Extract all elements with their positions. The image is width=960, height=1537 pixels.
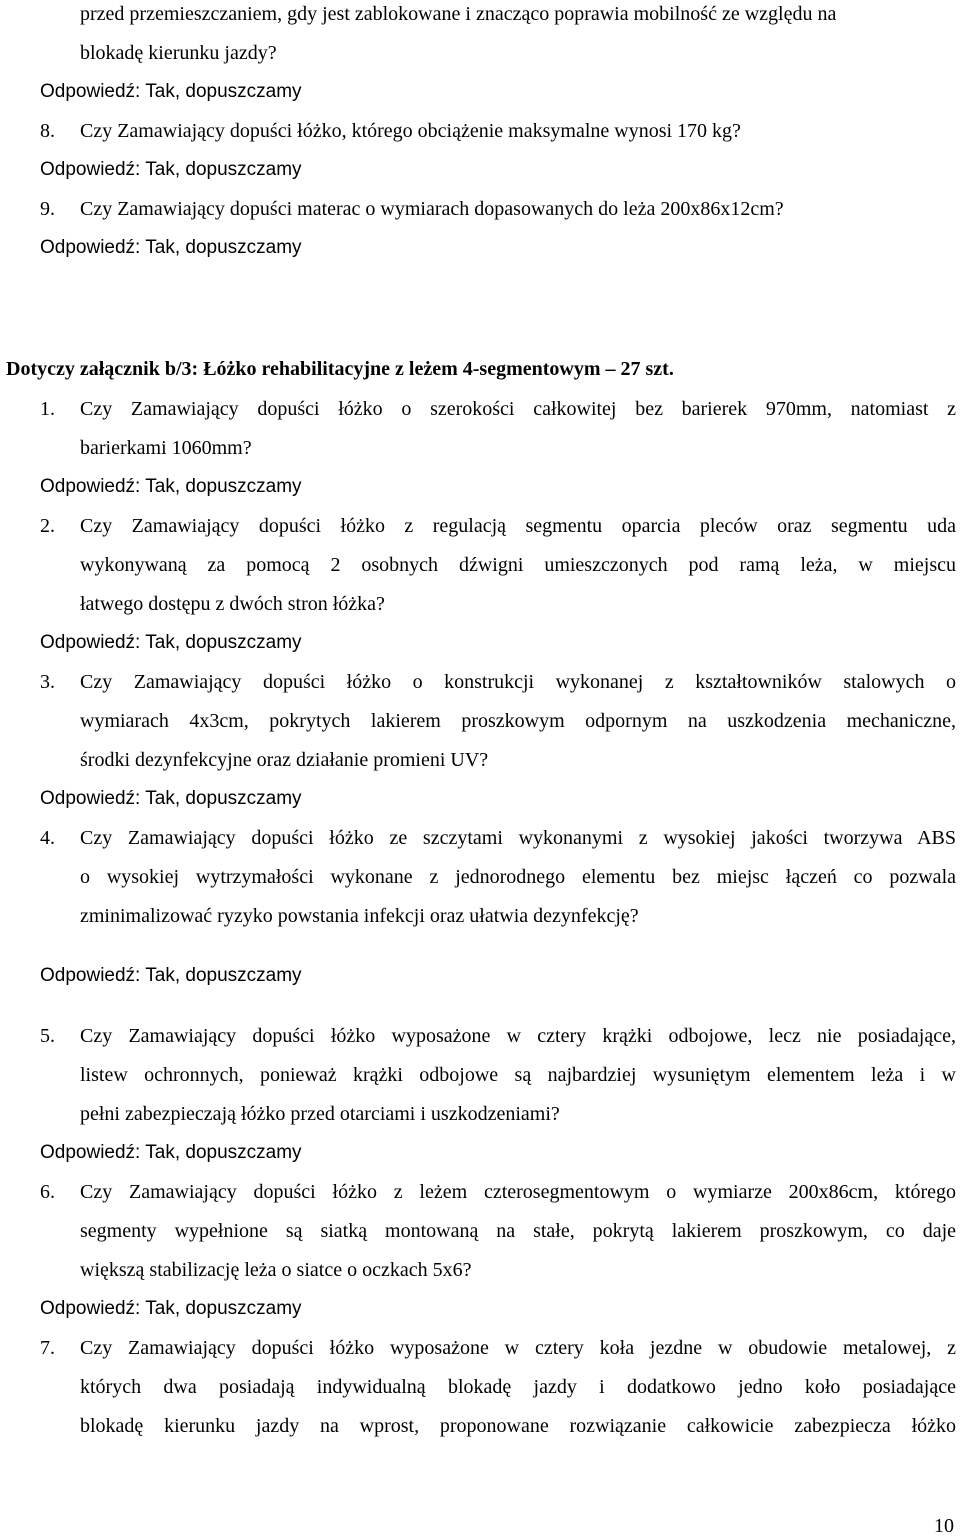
answer-line: Odpowiedź: Tak, dopuszczamy [40, 1298, 302, 1319]
question-text-line: środki dezynfekcyjne oraz działanie promieni UV? [80, 749, 489, 771]
question-text-line: pełni zabezpieczają łóżko przed otarciami i uszkodzeniami? [80, 1103, 560, 1125]
question-text-line: segmenty wypełnione są siatką montowaną na stałe, pokrytą lakierem proszkowym, co daje [80, 1220, 956, 1242]
question-text-line: zminimalizować ryzyko powstania infekcji oraz ułatwia dezynfekcję? [80, 905, 639, 927]
question-text-line: wykonywaną za pomocą 2 osobnych dźwigni umieszczonych pod ramą leża, w miejscu [80, 554, 956, 576]
answer-line: Odpowiedź: Tak, dopuszczamy [40, 159, 302, 180]
question-text-line: Czy Zamawiający dopuści łóżko z regulacją segmentu oparcia pleców oraz segmentu uda [80, 515, 956, 537]
question-number: 3. [40, 671, 55, 693]
section-heading: Dotyczy załącznik b/3: Łóżko rehabilitacyjne z leżem 4-segmentowym – 27 szt. [6, 358, 674, 380]
question-text-line: Czy Zamawiający dopuści łóżko wyposażone w cztery koła jezdne w obudowie metalowej, z [80, 1337, 956, 1359]
question-number: 6. [40, 1181, 55, 1203]
continued-text-line: przed przemieszczaniem, gdy jest zablokowane i znacząco poprawia mobilność ze względu na [80, 3, 837, 25]
answer-line: Odpowiedź: Tak, dopuszczamy [40, 788, 302, 809]
question-text: Czy Zamawiający dopuści materac o wymiarach dopasowanych do leża 200x86x12cm? [80, 198, 784, 220]
question-number: 4. [40, 827, 55, 849]
question-number: 7. [40, 1337, 55, 1359]
question-text-line: których dwa posiadają indywidualną blokadę jazdy i dodatkowo jedno koło posiadające [80, 1376, 956, 1398]
question-number: 8. [40, 120, 55, 142]
question-number: 1. [40, 398, 55, 420]
question-text-line: Czy Zamawiający dopuści łóżko o szerokości całkowitej bez barierek 970mm, natomiast z [80, 398, 956, 420]
question-text-line: listew ochronnych, ponieważ krążki odbojowe są najbardziej wysuniętym elementem leża i w [80, 1064, 956, 1086]
continued-text-line: blokadę kierunku jazdy? [80, 42, 277, 64]
answer-line: Odpowiedź: Tak, dopuszczamy [40, 81, 302, 102]
question-number: 5. [40, 1025, 55, 1047]
answer-line: Odpowiedź: Tak, dopuszczamy [40, 965, 302, 986]
question-text: Czy Zamawiający dopuści łóżko, którego obciążenie maksymalne wynosi 170 kg? [80, 120, 741, 142]
page-number: 10 [934, 1515, 954, 1537]
question-text-line: blokadę kierunku jazdy na wprost, proponowane rozwiązanie całkowicie zabezpiecza łóżko [80, 1415, 956, 1437]
question-number: 9. [40, 198, 55, 220]
question-text-line: barierkami 1060mm? [80, 437, 252, 459]
question-text-line: Czy Zamawiający dopuści łóżko wyposażone w cztery krążki odbojowe, lecz nie posiadające, [80, 1025, 956, 1047]
question-text-line: większą stabilizację leża o siatce o oczkach 5x6? [80, 1259, 472, 1281]
question-text-line: o wysokiej wytrzymałości wykonane z jednorodnego elementu bez miejsc łączeń co pozwala [80, 866, 956, 888]
answer-line: Odpowiedź: Tak, dopuszczamy [40, 476, 302, 497]
question-text-line: Czy Zamawiający dopuści łóżko o konstrukcji wykonanej z kształtowników stalowych o [80, 671, 956, 693]
question-text-line: Czy Zamawiający dopuści łóżko z leżem czterosegmentowym o wymiarze 200x86cm, którego [80, 1181, 956, 1203]
answer-line: Odpowiedź: Tak, dopuszczamy [40, 632, 302, 653]
answer-line: Odpowiedź: Tak, dopuszczamy [40, 1142, 302, 1163]
question-text-line: Czy Zamawiający dopuści łóżko ze szczytami wykonanymi z wysokiej jakości tworzywa ABS [80, 827, 956, 849]
question-text-line: wymiarach 4x3cm, pokrytych lakierem proszkowym odpornym na uszkodzenia mechaniczne, [80, 710, 956, 732]
answer-line: Odpowiedź: Tak, dopuszczamy [40, 237, 302, 258]
question-number: 2. [40, 515, 55, 537]
question-text-line: łatwego dostępu z dwóch stron łóżka? [80, 593, 385, 615]
